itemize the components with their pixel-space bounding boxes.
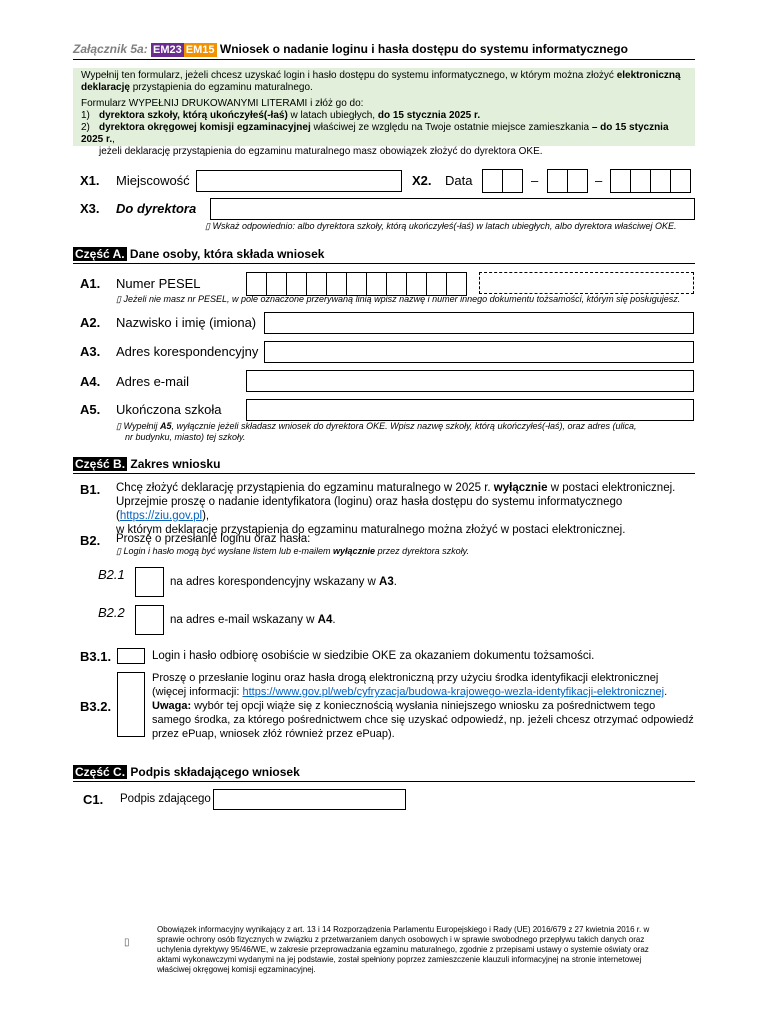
date-digit[interactable] [547, 169, 568, 193]
b2-code: B2. [80, 533, 101, 548]
c1-label: Podpis zdającego [120, 793, 211, 805]
instructions-line-1: Wypełnij ten formularz, jeżeli chcesz uzyskać login i hasło dostępu do systemu informatycznego, w którym można złożyć elektroniczną deklarację przystąpienia do egzaminu maturalnego. [81, 70, 681, 93]
b21-text: na adres korespondencyjny wskazany w A3. [170, 576, 397, 588]
b32-text: Proszę o przesłanie loginu oraz hasła drogą elektroniczną przy użyciu środka identyfikacji elektronicznej (więcej informacji: https://www.gov.pl/web/cyfryzacja/budowa-krajowego-wezla-identyfikacji-elektronicznej. Uwaga: wybór tej opcji wiąże się z koniecznością wysłania niniejszego wniosku za pośrednictwem tego samego środka, za którego pośrednictwem chce się uzyskać odpowiedź, np. jeżeli chcesz otrzymać odpowiedź przez ePuap, wniosek złóż również przez ePuap). [152, 672, 694, 740]
section-a-tag: Część A. [75, 247, 125, 261]
section-c-title: Podpis składającego wniosek [130, 765, 300, 779]
date-dash-1: – [531, 173, 539, 188]
b1-code: B1. [80, 482, 101, 497]
pesel-digit[interactable] [346, 272, 367, 296]
date-digit[interactable] [650, 169, 671, 193]
badge-em15: EM15 [185, 44, 215, 56]
x3-note: ▯ Wskaż odpowiednio: albo dyrektora szkoły, którą ukończyłeś(-łaś) w latach ubiegłych, albo dyrektora właściwej OKE. [205, 221, 677, 231]
x1-code: X1. [80, 173, 100, 188]
b1-text: Chcę złożyć deklarację przystąpienia do egzaminu maturalnego w 2025 r. wyłącznie w postaci elektronicznej. Uprzejmie proszę o nadanie identyfikatora (loginu) oraz hasła dostępu do systemu informatycznego (https://ziu.gov.pl), w którym deklarację przystąpienia do egzaminu maturalnego można złożyć w postaci elektronicznej. [116, 482, 676, 536]
pesel-digit[interactable] [306, 272, 327, 296]
x2-label: Data [445, 173, 473, 188]
date-digit[interactable] [630, 169, 651, 193]
school-input[interactable] [246, 399, 694, 421]
full-name-input[interactable] [264, 312, 694, 334]
a5-note: ▯ Wypełnij A5, wyłącznie jeżeli składasz wniosek do dyrektora OKE. Wpisz nazwę szkoły, którą ukończyłeś(-łaś), oraz adres (ulica, nr budynku, miasto) tej szkoły. [116, 421, 637, 442]
b21-code: B2.1 [98, 567, 125, 582]
city-input[interactable] [196, 170, 402, 192]
pesel-digit[interactable] [246, 272, 267, 296]
pesel-digit[interactable] [326, 272, 347, 296]
section-b-title: Zakres wniosku [130, 457, 221, 471]
b2-text: Proszę o przesłanie loginu oraz hasła: [116, 533, 311, 545]
pesel-input[interactable] [246, 272, 466, 296]
info-icon: ▯ [124, 937, 130, 948]
a2-label: Nazwisko i imię (imiona) [116, 315, 257, 330]
a4-code: A4. [80, 374, 101, 389]
instructions-item-1: 1) dyrektora szkoły, którą ukończyłeś(-łaś) w latach ubiegłych, do 15 stycznia 2025 r. [81, 110, 481, 121]
section-b-tag: Część B. [75, 457, 126, 471]
badge-em23: EM23 [153, 44, 182, 56]
b22-code: B2.2 [98, 605, 125, 620]
x2-code: X2. [412, 173, 432, 188]
section-a-header [73, 247, 695, 264]
date-digit[interactable] [502, 169, 523, 193]
a3-label: Adres korespondencyjny [116, 344, 259, 359]
attachment-label: Załącznik 5a: [73, 42, 148, 56]
section-a-title: Dane osoby, która składa wniosek [129, 247, 325, 261]
pesel-digit[interactable] [386, 272, 407, 296]
b22-checkbox[interactable] [135, 605, 164, 635]
date-digit[interactable] [670, 169, 691, 193]
b32-checkbox[interactable] [117, 672, 145, 737]
signature-input[interactable] [213, 789, 406, 810]
date-month-input[interactable] [547, 169, 587, 193]
a5-label: Ukończona szkoła [116, 402, 222, 417]
b31-text: Login i hasło odbiorę osobiście w siedzibie OKE za okazaniem dokumentu tożsamości. [152, 650, 595, 662]
b21-checkbox[interactable] [135, 567, 164, 597]
a5-code: A5. [80, 402, 101, 417]
page-header [73, 42, 695, 60]
b22-text: na adres e-mail wskazany w A4. [170, 614, 336, 626]
a4-label: Adres e-mail [116, 374, 189, 389]
pesel-digit[interactable] [286, 272, 307, 296]
c1-code: C1. [83, 792, 104, 807]
instructions-box [73, 68, 695, 157]
pesel-digit[interactable] [426, 272, 447, 296]
date-digit[interactable] [610, 169, 631, 193]
section-c-header [73, 765, 695, 782]
date-year-input[interactable] [610, 169, 690, 193]
b31-checkbox[interactable] [117, 648, 145, 664]
instructions-item-2: 2) dyrektora okręgowej komisji egzaminacyjnej właściwej ze względu na Twoje ostatnie miejsce zamieszkania – do 15 stycznia 2025 r., [81, 122, 669, 145]
mailing-address-input[interactable] [264, 341, 694, 363]
date-digit[interactable] [567, 169, 588, 193]
instructions-item-2-cont: jeżeli deklarację przystąpienia do egzaminu maturalnego masz obowiązek złożyć do dyrektora OKE. [99, 146, 543, 157]
gdpr-notice: Obowiązek informacyjny wynikający z art. 13 i 14 Rozporządzenia Parlamentu Europejskiego i Rady (UE) 2016/679 z 27 kwietnia 2016 r. w sprawie ochrony osób fizycznych w związku z przetwarzaniem danych osobowych i w sprawie swobodnego przepływu takich danych oraz uchylenia dyrektywy 95/46/WE, w zakresie przeprowadzania egzaminu maturalnego, zgodnie z przepisami ustawy o systemie oświaty oraz aktami wykonawczymi wydanymi na jej podstawie, został spełniony poprzez zamieszczenie klauzuli informacyjnej na stronie internetowej właściwej okręgowej komisji egzaminacyjnej. [157, 925, 650, 974]
pesel-digit[interactable] [446, 272, 467, 296]
date-digit[interactable] [482, 169, 503, 193]
email-input[interactable] [246, 370, 694, 392]
pesel-digit[interactable] [406, 272, 427, 296]
x3-label: Do dyrektora [116, 201, 197, 216]
x1-label: Miejscowość [116, 173, 190, 188]
ziu-link[interactable]: https://ziu.gov.pl [119, 510, 203, 522]
pesel-digit[interactable] [366, 272, 387, 296]
addressee-input[interactable] [210, 198, 695, 220]
a1-note: ▯ Jeżeli nie masz nr PESEL, w pole oznaczone przerywaną linią wpisz nazwę i numer innego dokumentu tożsamości, którym się posługujesz. [116, 294, 681, 304]
b32-code: B3.2. [80, 699, 112, 714]
page-title: Wniosek o nadanie loginu i hasła dostępu do systemu informatycznego [219, 42, 628, 56]
b31-code: B3.1. [80, 649, 112, 664]
date-day-input[interactable] [482, 169, 522, 193]
a1-label: Numer PESEL [116, 276, 201, 291]
b2-note: ▯ Login i hasło mogą być wysłane listem lub e-mailem wyłącznie przez dyrektora szkoły. [116, 546, 469, 556]
section-c-tag: Część C. [75, 765, 126, 779]
epuap-info-link[interactable]: https://www.gov.pl/web/cyfryzacja/budowa-krajowego-wezla-identyfikacji-elektronicznej [242, 686, 665, 698]
section-b-header [73, 457, 695, 474]
pesel-digit[interactable] [266, 272, 287, 296]
instructions-line-2: Formularz WYPEŁNIJ DRUKOWANYMI LITERAMI i złóż go do: [81, 98, 364, 109]
a3-code: A3. [80, 344, 101, 359]
x3-code: X3. [80, 201, 100, 216]
date-dash-2: – [595, 173, 603, 188]
alt-id-document-input[interactable] [479, 272, 694, 294]
a1-code: A1. [80, 276, 101, 291]
a2-code: A2. [80, 315, 101, 330]
